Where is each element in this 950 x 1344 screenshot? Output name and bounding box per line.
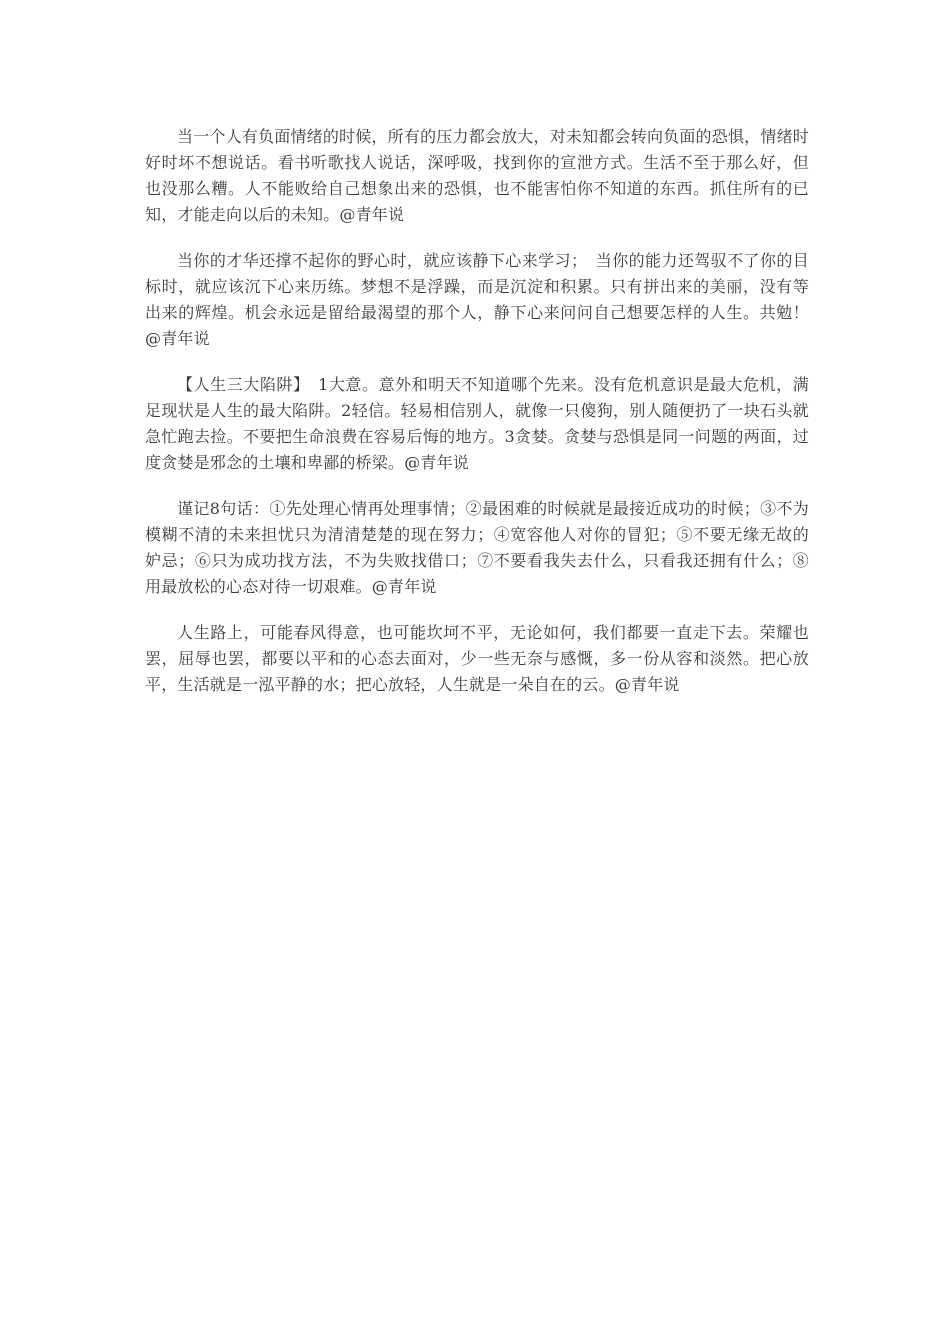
- document-body: [145, 124, 809, 716]
- paragraph-life-road: 人生路上，可能春风得意，也可能坎坷不平，无论如何，我们都要一直走下去。荣耀也罢，屈辱也罢，都要以平和的心态去面对，少一些无奈与感慨，多一份从容和淡然。把心放平，生活就是一泓平静的水；把心放轻，人生就是一朵自在的云。@青年说: [145, 623, 809, 694]
- paragraph-three-traps: 【人生三大陷阱】 1大意。意外和明天不知道哪个先来。没有危机意识是最大危机，满足现状是人生的最大陷阱。2轻信。轻易相信别人，就像一只傻狗，别人随便扔了一块石头就急忙跑去捡。不要把生命浪费在容易后悔的地方。3贪婪。贪婪与恐惧是同一问题的两面，过度贪婪是邪念的土壤和卑鄙的桥梁。@青年说: [145, 375, 809, 472]
- paragraph-eight-sayings: 谨记8句话：①先处理心情再处理事情；②最困难的时候就是最接近成功的时候；③不为模糊不清的未来担忧只为清清楚楚的现在努力；④宽容他人对你的冒犯；⑤不要无缘无故的妒忌；⑥只为成功找方法，不为失败找借口；⑦不要看我失去什么，只看我还拥有什么；⑧用最放松的心态对待一切艰难。@青年说: [145, 499, 809, 596]
- paragraph-talent-and-ambition: 当你的才华还撑不起你的野心时，就应该静下心来学习； 当你的能力还驾驭不了你的目标时，就应该沉下心来历练。梦想不是浮躁，而是沉淀和积累。只有拼出来的美丽，没有等出来的辉煌。机会永远是留给最渴望的那个人，静下心来问问自己想要怎样的人生。共勉！@青年说: [145, 251, 809, 348]
- paragraph-negative-emotions: 当一个人有负面情绪的时候，所有的压力都会放大，对未知都会转向负面的恐惧，情绪时好时坏不想说话。看书听歌找人说话，深呼吸，找到你的宣泄方式。生活不至于那么好，但也没那么糟。人不能败给自己想象出来的恐惧，也不能害怕你不知道的东西。抓住所有的已知，才能走向以后的未知。@青年说: [145, 127, 809, 224]
